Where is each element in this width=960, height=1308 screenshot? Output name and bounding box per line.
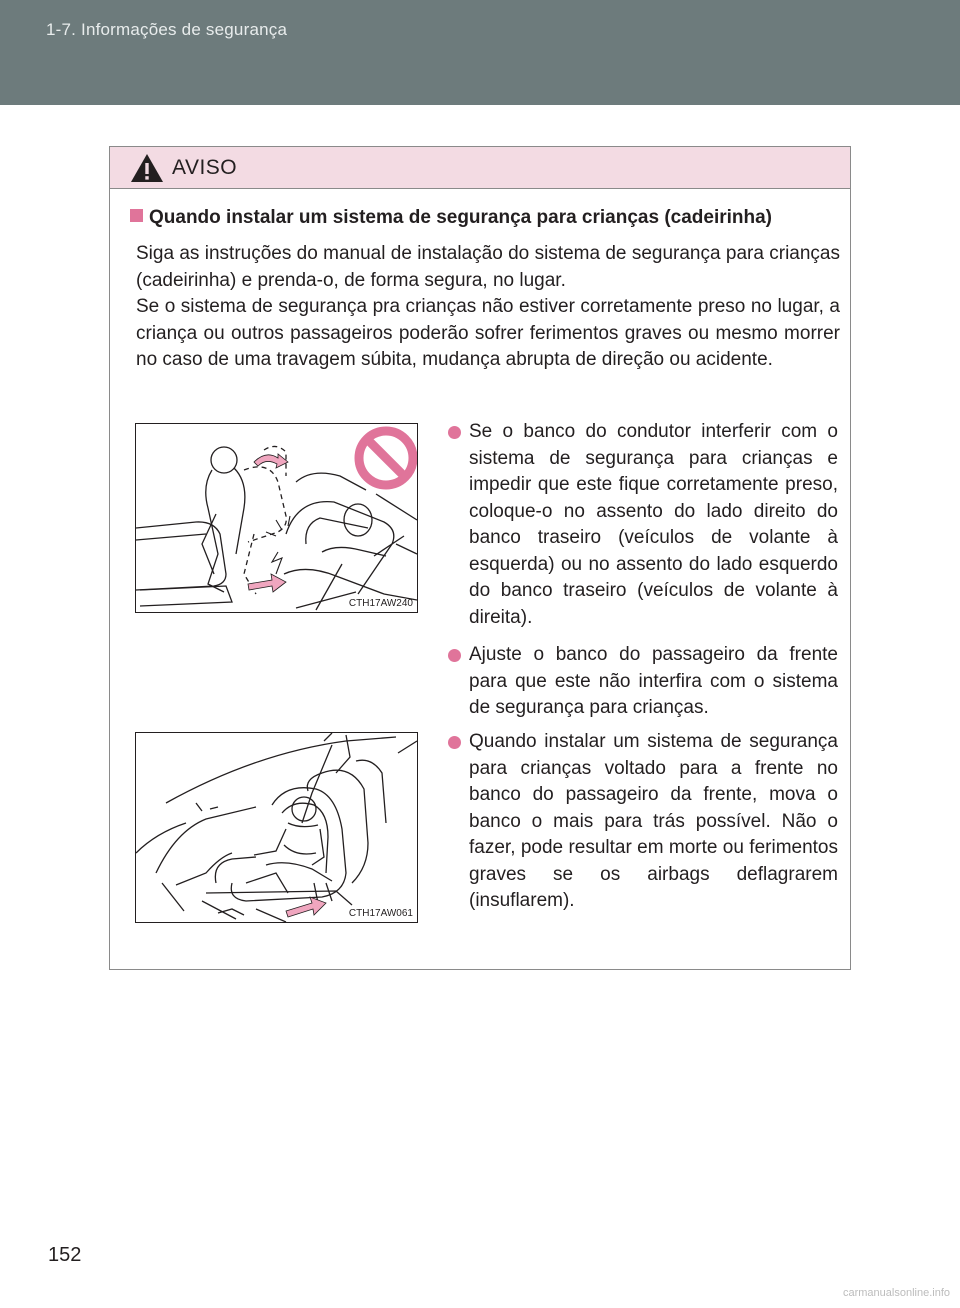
circle-bullet-icon	[448, 649, 461, 662]
bullet-item: Ajuste o banco do passageiro da frente para que este não interfira com o sistema de segurança para crianças.	[436, 642, 838, 722]
seat-interference-drawing	[136, 424, 417, 612]
warning-box	[109, 146, 851, 970]
illustration-forward-child-seat	[135, 732, 418, 923]
page-number: 152	[48, 1244, 82, 1266]
square-bullet-icon	[130, 209, 143, 222]
paragraph: Se o sistema de segurança pra crianças não estiver corretamente preso no lugar, a criança ou outros passageiros poderão sofrer ferimentos graves ou mesmo morrer no caso de uma travagem súbita, mudança abrupta de direção ou acidente.	[136, 296, 840, 370]
bullet-item: Quando instalar um sistema de segurança para crianças voltado para a frente no banco do passageiro da frente, mova o banco o mais para trás possível. Não o fazer, pode resultar em morte ou ferimentos graves se os airbags deflagrarem (insuflarem).	[436, 729, 838, 915]
illustration-seat-interference	[135, 423, 418, 613]
figure-code: CTH17AW240	[348, 598, 413, 609]
figure-code: CTH17AW061	[348, 908, 413, 919]
warning-title: AVISO	[172, 156, 238, 179]
section-title: 1-7. Informações de segurança	[46, 20, 288, 39]
page-header	[0, 0, 960, 105]
circle-bullet-icon	[448, 426, 461, 439]
bullet-item: Se o banco do condutor interferir com o sistema de segurança para crianças e impedir que este fique corretamente preso, coloque-o no assento do lado direito do banco traseiro (veículos de volante à esquerda) ou no assento do lado esquerdo do banco traseiro (veículos de volante à direita).	[436, 419, 838, 631]
warning-subheading: Quando instalar um sistema de segurança para crianças (cadeirinha)	[130, 207, 772, 229]
forward-child-seat-drawing	[136, 733, 417, 922]
paragraph: Siga as instruções do manual de instalação do sistema de segurança para crianças (cadeirinha) e prenda-o, de forma segura, no lugar.	[136, 243, 840, 291]
circle-bullet-icon	[448, 736, 461, 749]
warning-header	[110, 147, 850, 189]
watermark: carmanualsonline.info	[842, 1287, 950, 1299]
warning-triangle-icon	[129, 152, 165, 184]
